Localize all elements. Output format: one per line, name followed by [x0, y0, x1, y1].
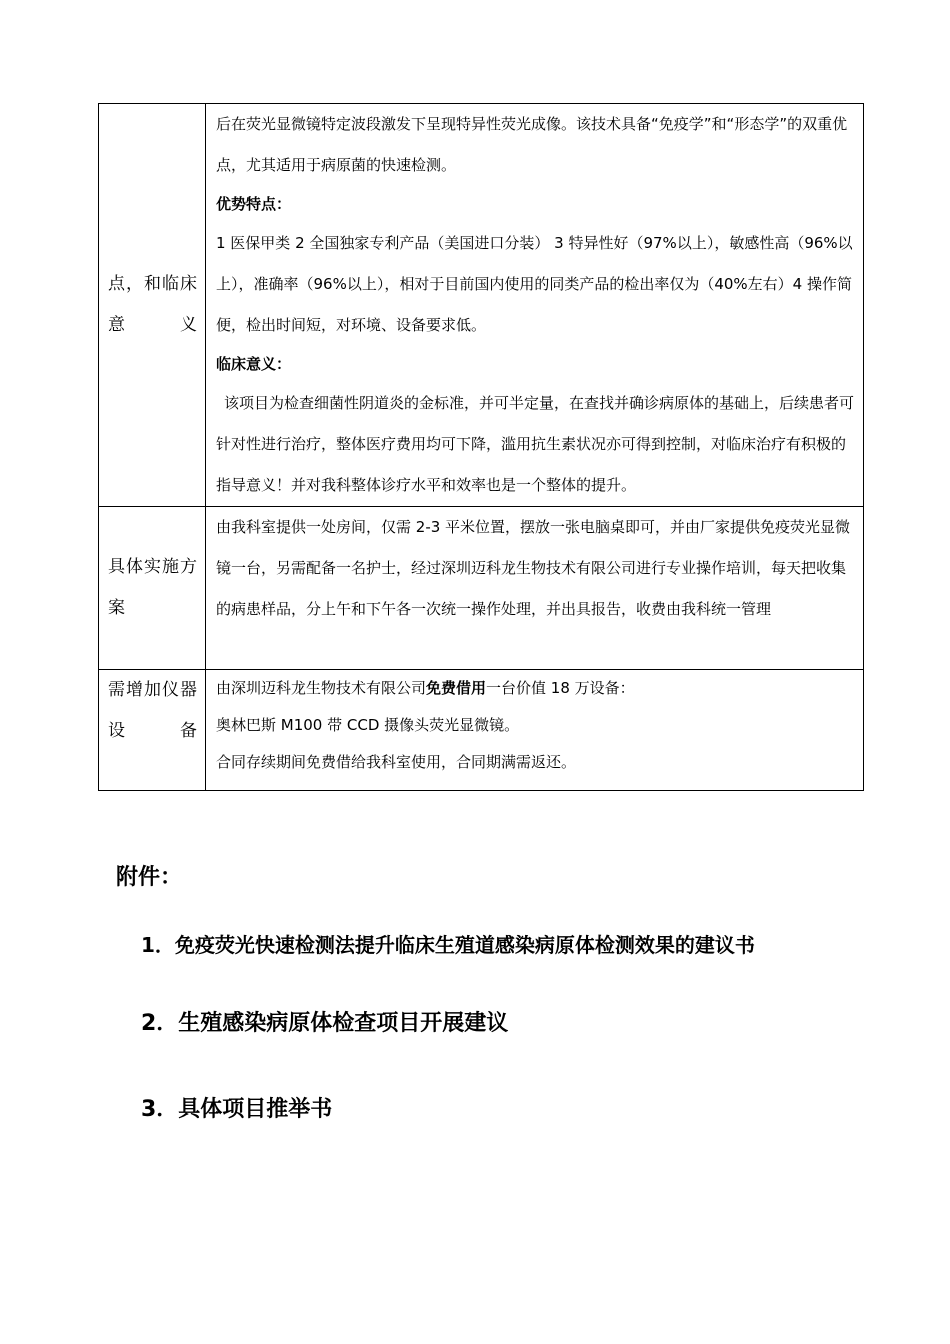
- attachments-title: 附件：: [116, 865, 183, 890]
- clinical-text: 该项目为检查细菌性阴道炎的金标准，并可半定量，在查找并确诊病原体的基础上，后续患者可针对性进行治疗，整体医疗费用均可下降，滥用抗生素状况亦可得到控制，对临床治疗有积极的指导意义！并对我科整体诊疗水平和效率也是一个整体的提升。: [216, 394, 855, 494]
- attachment-item: 3．具体项目推举书: [141, 1097, 333, 1122]
- project-table: [98, 103, 864, 791]
- row-content-clinical-significance: [206, 104, 864, 507]
- table-row-clinical-significance: [99, 104, 864, 507]
- free-loan-text: 免费借用: [426, 679, 487, 697]
- advantages-text: 1 医保甲类 2 全国独家专利产品（美国进口分装） 3 特异性好（97%以上），敏感性高（96%以上），准确率（96%以上），相对于目前国内使用的同类产品的检出率仅为（40%左右）4 操作简便，检出时间短，对环境、设备要求低。: [216, 234, 853, 334]
- equipment-line-1-post: 一台价值 18 万设备：: [486, 679, 635, 697]
- intro-text: 后在荧光显微镜特定波段激发下呈现特异性荧光成像。该技术具备“免疫学”和“形态学”的双重优点，尤其适用于病原菌的快速检测。: [216, 115, 848, 174]
- row-label-clinical-significance: [99, 104, 206, 507]
- equipment-line-3: 合同存续期间免费借给我科室使用，合同期满需返还。: [216, 753, 577, 771]
- attachment-item: 2．生殖感染病原体检查项目开展建议: [141, 1011, 509, 1036]
- label-text: 具体实施方案: [108, 557, 197, 618]
- clinical-heading: 临床意义：: [216, 355, 292, 373]
- label-text: 点，和临床意义: [108, 274, 197, 335]
- equipment-line-1: [216, 670, 855, 707]
- row-label-implementation-plan: [99, 507, 206, 670]
- row-label-equipment: [99, 670, 206, 791]
- table-row-equipment: [99, 670, 864, 791]
- implementation-text: 由我科室提供一处房间，仅需 2-3 平米位置，摆放一张电脑桌即可，并由厂家提供免疫荧光显微镜一台，另需配备一名护士，经过深圳迈科龙生物技术有限公司进行专业操作培训，每天把收集的病患样品，分上午和下午各一次统一操作处理，并出具报告，收费由我科统一管理: [216, 518, 851, 618]
- row-content-equipment: [206, 670, 864, 791]
- attachment-item: 1．免疫荧光快速检测法提升临床生殖道感染病原体检测效果的建议书: [141, 933, 755, 957]
- advantages-heading: 优势特点：: [216, 195, 292, 213]
- row-content-implementation-plan: [206, 507, 864, 670]
- label-text: 需增加仪器设备: [108, 680, 197, 741]
- table-row-implementation-plan: [99, 507, 864, 670]
- equipment-line-2: 奥林巴斯 M100 带 CCD 摄像头荧光显微镜。: [216, 716, 520, 734]
- equipment-line-1-pre: 由深圳迈科龙生物技术有限公司: [216, 679, 427, 697]
